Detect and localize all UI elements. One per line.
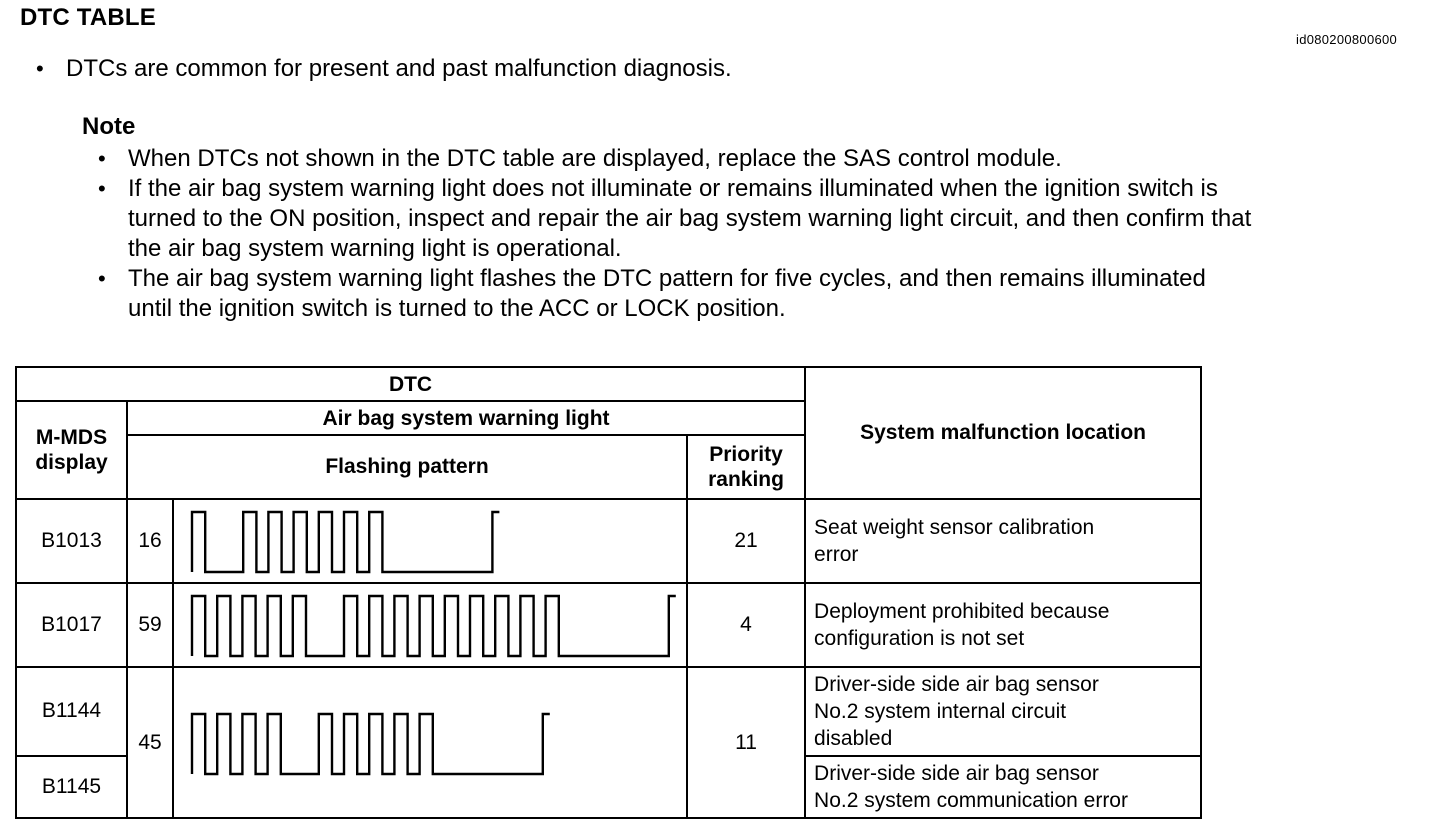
malfunction-location: [805, 583, 1201, 667]
location-line: configuration is not set: [814, 627, 1025, 651]
flashing-pattern-cell: [173, 499, 687, 583]
dtc-code: B1017: [16, 583, 127, 667]
location-line: disabled: [814, 726, 893, 750]
header-priority-line: ranking: [708, 467, 784, 491]
dtc-table: [15, 366, 1202, 819]
header-mmds: [16, 401, 127, 498]
waveform-line: [192, 512, 499, 572]
bullet-icon: •: [98, 146, 106, 171]
malfunction-location: [805, 756, 1201, 818]
dtc-code: B1013: [16, 499, 127, 583]
header-mmds-line: display: [35, 450, 108, 474]
note-item-3-line: The air bag system warning light flashes the DTC pattern for five cycles, and then remains illuminated: [128, 265, 1206, 292]
flashing-pattern-waveform: [174, 500, 688, 584]
location-line: Deployment prohibited because: [814, 600, 1110, 624]
waveform-line: [192, 596, 676, 656]
header-priority: [687, 435, 805, 498]
location-line: error: [814, 542, 859, 566]
note-item-1-line: When DTCs not shown in the DTC table are displayed, replace the SAS control module.: [128, 145, 1062, 172]
priority-ranking: 11: [687, 667, 805, 818]
dtc-code: B1144: [16, 667, 127, 755]
bullet-icon: •: [98, 176, 106, 201]
malfunction-location: [805, 499, 1201, 583]
priority-ranking: 4: [687, 583, 805, 667]
flash-number: 45: [127, 667, 173, 818]
bullet-icon: •: [36, 56, 44, 81]
header-location: System malfunction location: [805, 367, 1201, 499]
flashing-pattern-waveform: [174, 668, 688, 820]
location-line: No.2 system internal circuit: [814, 699, 1067, 723]
location-line: Driver-side side air bag sensor: [814, 672, 1099, 696]
bullet-icon: •: [98, 266, 106, 291]
dtc-code: B1145: [16, 756, 127, 818]
page-title: DTC TABLE: [20, 4, 157, 31]
table-row: [16, 499, 1201, 583]
flash-number: 16: [127, 499, 173, 583]
header-dtc: DTC: [16, 367, 805, 401]
note-item-3-line: until the ignition switch is turned to the ACC or LOCK position.: [128, 295, 786, 322]
intro-text: DTCs are common for present and past malfunction diagnosis.: [66, 55, 732, 82]
header-mmds-line: M-MDS: [35, 425, 108, 449]
location-line: Driver-side side air bag sensor: [814, 761, 1099, 785]
note-item-2-line: the air bag system warning light is operational.: [128, 235, 622, 262]
malfunction-location: [805, 667, 1201, 755]
table-row: [16, 667, 1201, 755]
header-flashing-pattern: Flashing pattern: [127, 435, 687, 498]
waveform-line: [192, 714, 550, 774]
table-row: [16, 583, 1201, 667]
location-line: Seat weight sensor calibration: [814, 515, 1095, 539]
document-id: id080200800600: [1296, 32, 1398, 47]
flashing-pattern-waveform: [174, 584, 688, 668]
note-label: Note: [82, 113, 136, 140]
header-priority-line: Priority: [709, 442, 783, 466]
priority-ranking: 21: [687, 499, 805, 583]
flashing-pattern-cell: [173, 583, 687, 667]
flash-number: 59: [127, 583, 173, 667]
flashing-pattern-cell: [173, 667, 687, 818]
note-item-2-line: If the air bag system warning light does not illuminate or remains illuminated when the ignition switch is: [128, 175, 1218, 202]
location-line: No.2 system communication error: [814, 788, 1128, 812]
header-warning-light: Air bag system warning light: [127, 401, 805, 435]
note-item-2-line: turned to the ON position, inspect and repair the air bag system warning light circuit, and then confirm that: [128, 205, 1252, 232]
